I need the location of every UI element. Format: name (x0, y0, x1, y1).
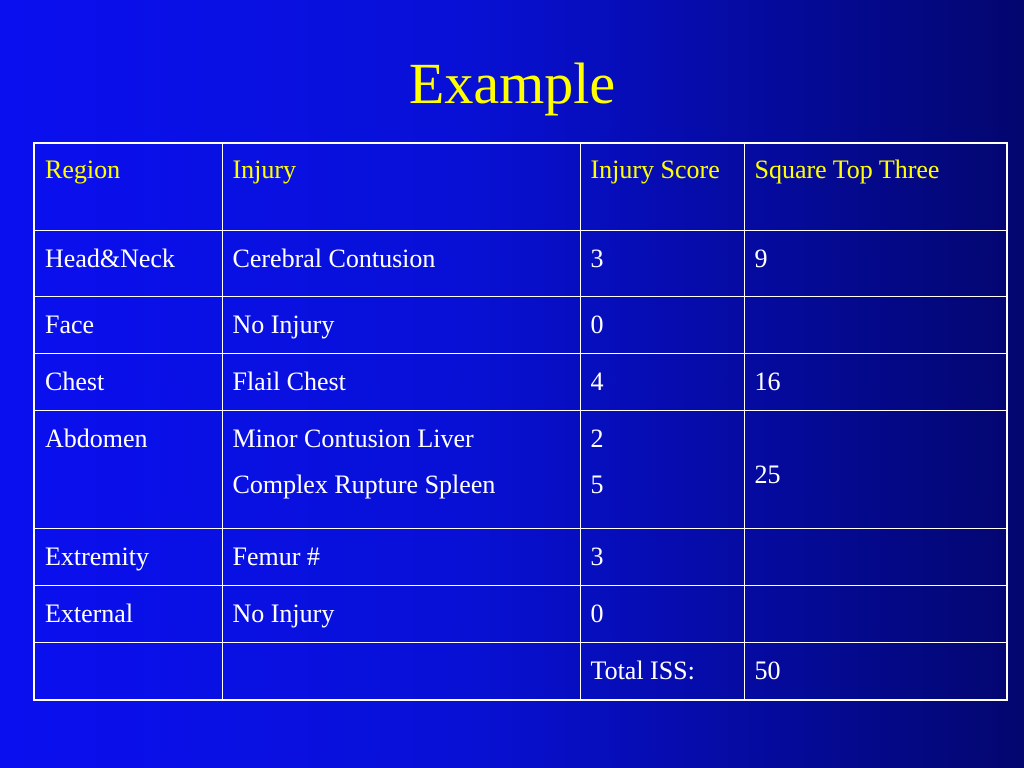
table-row (34, 296, 1007, 353)
table-row (34, 585, 1007, 642)
total-label: Total ISS: (580, 642, 744, 700)
slide-title: Example (408, 51, 616, 116)
header-injury-score: Injury Score (580, 143, 744, 230)
header-injury: Injury (222, 143, 580, 230)
total-row (34, 642, 1007, 700)
region-cell: Head&Neck (34, 230, 222, 296)
injury-cell: No Injury (222, 585, 580, 642)
square-cell (744, 296, 1007, 353)
injury-cell: Flail Chest (222, 353, 580, 410)
total-value: 50 (744, 642, 1007, 700)
empty-cell (34, 642, 222, 700)
empty-cell (222, 642, 580, 700)
injury-cell: Cerebral Contusion (222, 230, 580, 296)
iss-table (33, 142, 1008, 701)
injury-cell (222, 410, 580, 528)
score-line: 2 (590, 423, 604, 453)
region-cell: Abdomen (34, 410, 222, 528)
square-cell (744, 528, 1007, 585)
table-row (34, 353, 1007, 410)
square-cell (744, 410, 1007, 528)
score-cell: 3 (580, 528, 744, 585)
header-region: Region (34, 143, 222, 230)
score-cell: 0 (580, 585, 744, 642)
table-row (34, 230, 1007, 296)
score-cell (580, 410, 744, 528)
score-line: 5 (590, 469, 604, 499)
square-cell: 16 (744, 353, 1007, 410)
table-row (34, 410, 1007, 528)
score-cell: 3 (580, 230, 744, 296)
injury-cell: Femur # (222, 528, 580, 585)
region-cell: External (34, 585, 222, 642)
square-line: 25 (754, 459, 781, 489)
injury-line: Complex Rupture Spleen (232, 469, 496, 499)
table-row (34, 528, 1007, 585)
score-cell: 0 (580, 296, 744, 353)
injury-cell: No Injury (222, 296, 580, 353)
region-cell: Chest (34, 353, 222, 410)
square-cell (744, 585, 1007, 642)
region-cell: Extremity (34, 528, 222, 585)
header-square-top-three: Square Top Three (744, 143, 1007, 230)
score-cell: 4 (580, 353, 744, 410)
region-cell: Face (34, 296, 222, 353)
injury-line: Minor Contusion Liver (232, 423, 474, 453)
square-cell: 9 (744, 230, 1007, 296)
table-header-row (34, 143, 1007, 230)
